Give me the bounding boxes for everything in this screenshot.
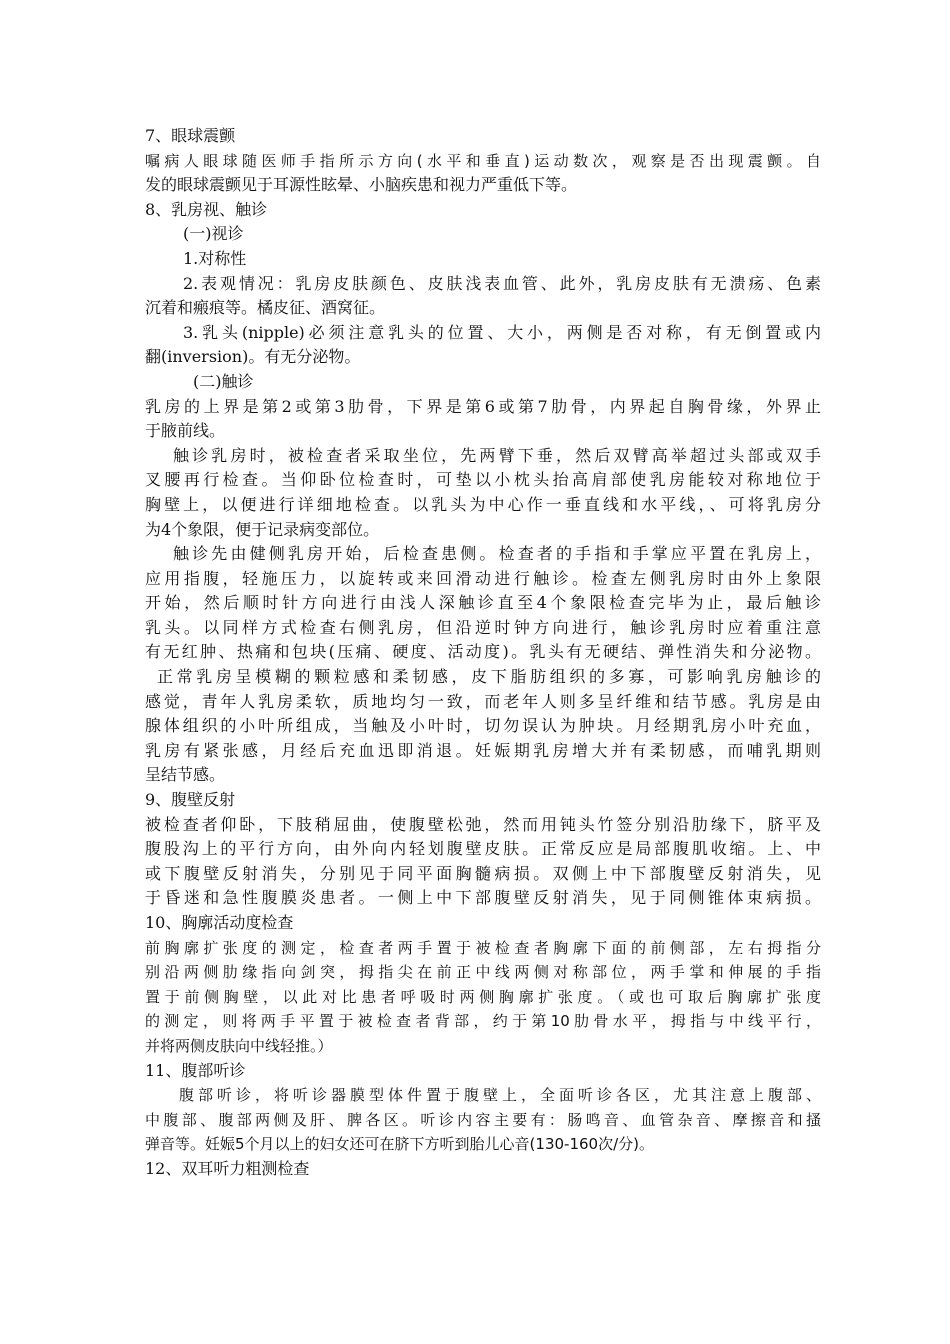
paragraph-line: 触诊乳房时，被检查者采取坐位，先两臂下垂，然后双臂高举超过头部或双手 bbox=[173, 445, 821, 465]
paragraph-line: 腹股沟上的平行方向，由外向内轻划腹壁皮肤。正常反应是局部腹肌收缩。上、中 bbox=[145, 839, 821, 859]
section-title-chest-expansion: 10、胸廓活动度检查 bbox=[145, 913, 294, 932]
paragraph-line: 为4个象限，便于记录病变部位。 bbox=[145, 519, 380, 539]
paragraph-line: 发的眼球震颤见于耳源性眩晕、小脑疾患和视力严重低下等。 bbox=[145, 175, 578, 195]
paragraph-line: 弹音等。妊娠5个月以上的妇女还可在脐下方听到胎儿心音(130-160次/分)。 bbox=[145, 1135, 654, 1154]
list-item: 2.表观情况：乳房皮肤颜色、皮肤浅表血管、此外，乳房皮肤有无溃疡、色素 bbox=[183, 273, 821, 293]
paragraph-line: 乳房的上界是第2或第3肋骨，下界是第6或第7肋骨，内界起自胸骨缘，外界止 bbox=[145, 396, 821, 416]
paragraph-line: 叉腰再行检查。当仰卧位检查时，可垫以小枕头抬高肩部使乳房能较对称地位于 bbox=[145, 470, 821, 490]
paragraph-line: 沉着和瘢痕等。橘皮征、酒窝征。 bbox=[145, 298, 386, 318]
paragraph-line: 胸壁上，以便进行详细地检查。以乳头为中心作一垂直线和水平线，、可将乳房分 bbox=[145, 494, 821, 514]
subsection-title-inspection: (一)视诊 bbox=[183, 224, 244, 244]
paragraph-line: 并将两侧皮肤向中线轻推。） bbox=[145, 1036, 333, 1055]
paragraph-line: 乳头。以同样方式检查右侧乳房，但沿逆时钟方向进行，触诊乳房时应着重注意 bbox=[145, 617, 821, 637]
paragraph-line: 呈结节感。 bbox=[145, 765, 226, 785]
list-item: 3.乳头(nipple)必须注意乳头的位置、大小，两侧是否对称，有无倒置或内 bbox=[183, 322, 821, 342]
section-title-abdominal-auscultation: 11、腹部听诊 bbox=[145, 1060, 246, 1080]
paragraph-line: 触诊先由健侧乳房开始，后检查患侧。检查者的手指和手掌应平置在乳房上， bbox=[173, 544, 821, 564]
paragraph-line: 翻(inversion)。有无分泌物。 bbox=[145, 347, 361, 367]
paragraph-line: 的测定，则将两手平置于被检查者背部，约于第10肋骨水平，拇指与中线平行， bbox=[145, 1012, 821, 1031]
paragraph-line: 被检查者仰卧，下肢稍屈曲，使腹壁松弛，然而用钝头竹签分别沿肋缘下，脐平及 bbox=[145, 814, 821, 834]
paragraph-line: 于昏迷和急性腹膜炎患者。一侧上中下部腹壁反射消失，见于同侧锥体束病损。 bbox=[145, 888, 821, 908]
section-title-breast-exam: 8、乳房视、触诊 bbox=[145, 199, 268, 219]
subsection-title-palpation: (二)触诊 bbox=[193, 371, 254, 391]
paragraph-line: 嘱病人眼球随医师手指所示方向(水平和垂直)运动数次，观察是否出现震颤。自 bbox=[145, 151, 821, 170]
section-title-hearing-test: 12、双耳听力粗测检查 bbox=[145, 1158, 310, 1178]
list-item: 1.对称性 bbox=[183, 248, 247, 268]
paragraph-line: 中腹部、腹部两侧及肝、脾各区。听诊内容主要有：肠鸣音、血管杂音、摩擦音和搔 bbox=[145, 1110, 821, 1129]
paragraph-line: 开始，然后顺时针方向进行由浅人深触诊直至4个象限检查完毕为止，最后触诊 bbox=[145, 593, 821, 613]
paragraph-line: 前胸廓扩张度的测定，检查者两手置于被检查者胸廓下面的前侧部，左右拇指分 bbox=[145, 938, 821, 957]
section-title-nystagmus: 7、眼球震颤 bbox=[145, 126, 236, 145]
paragraph-line: 腹部听诊，将听诊器膜型体件置于腹壁上，全面听诊各区，尤其注意上腹部、 bbox=[179, 1086, 821, 1105]
paragraph-line: 或下腹壁反射消失，分别见于同平面胸髓病损。双侧上中下部腹壁反射消失，见 bbox=[145, 863, 821, 883]
paragraph-line: 感觉，青年人乳房柔软，质地均匀一致，而老年人则多呈纤维和结节感。乳房是由 bbox=[145, 691, 821, 711]
paragraph-line: 置于前侧胸壁，以此对比患者呼吸时两侧胸廓扩张度。（或也可取后胸廓扩张度 bbox=[145, 987, 821, 1006]
paragraph-line: 于腋前线。 bbox=[145, 421, 226, 441]
paragraph-line: 腺体组织的小叶所组成，当触及小叶时，切勿误认为肿块。月经期乳房小叶充血， bbox=[145, 716, 821, 736]
document-page bbox=[145, 124, 821, 1182]
paragraph-line: 乳房有紧张感，月经后充血迅即消退。妊娠期乳房增大并有柔韧感，而哺乳期则 bbox=[145, 740, 821, 760]
paragraph-line: 正常乳房呈模糊的颗粒感和柔韧感，皮下脂肪组织的多寡，可影响乳房触诊的 bbox=[157, 667, 821, 687]
section-title-abdominal-reflex: 9、腹壁反射 bbox=[145, 790, 236, 810]
paragraph-line: 别沿两侧肋缘指向剑突，拇指尖在前正中线两侧对称部位，两手掌和伸展的手指 bbox=[145, 963, 821, 982]
paragraph-line: 应用指腹，轻施压力，以旋转或来回滑动进行触诊。检查左侧乳房时由外上象限 bbox=[145, 568, 821, 588]
paragraph-line: 有无红肿、热痛和包块(压痛、硬度、活动度)。乳头有无硬结、弹性消失和分泌物。 bbox=[145, 642, 821, 662]
